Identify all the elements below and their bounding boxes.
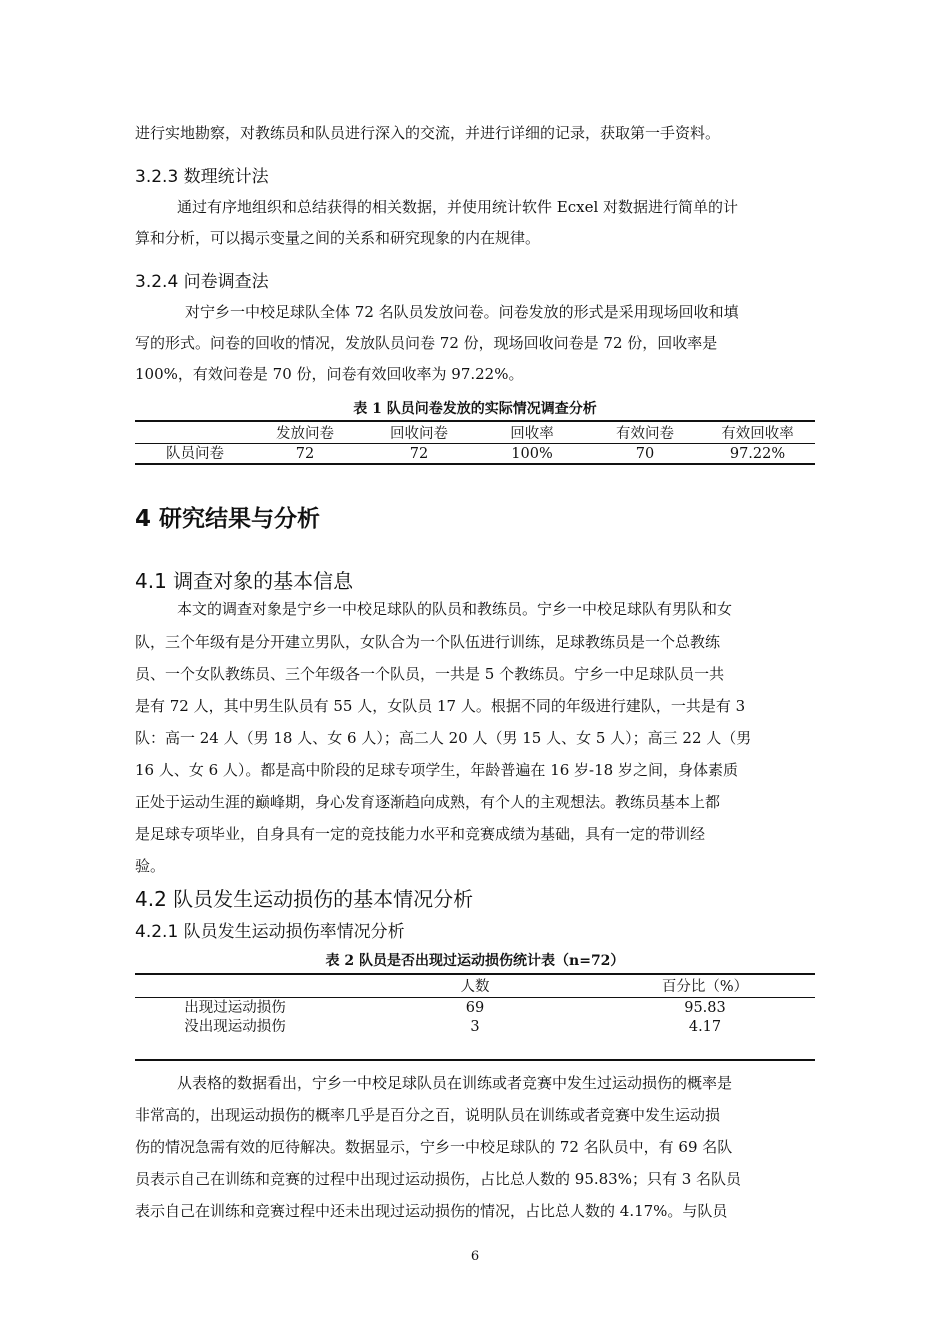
section-heading-4-2: 4.2 队员发生运动损伤的基本情况分析 xyxy=(135,887,474,911)
table-1-header: 有效回收率 xyxy=(721,426,794,442)
paragraph-line: 伤的情况急需有效的厄待解决。数据显示，宁乡一中校足球队的 72 名队员中，有 69 名队 xyxy=(135,1138,733,1156)
paragraph-line: 员表示自己在训练和竞赛的过程中出现过运动损伤，占比总人数的 95.83%；只有 3 名队员 xyxy=(135,1170,742,1188)
table-1-bottom-rule xyxy=(135,463,815,465)
paragraph-line: 算和分析，可以揭示变量之间的关系和研究现象的内在规律。 xyxy=(135,229,541,247)
paragraph-line: 表示自己在训练和竞赛过程中还未出现过运动损伤的情况，占比总人数的 4.17%。与队员 xyxy=(135,1202,728,1220)
section-heading-4-1: 4.1 调查对象的基本信息 xyxy=(135,569,354,593)
section-heading-3-2-3: 3.2.3 数理统计法 xyxy=(135,167,269,187)
page-number: 6 xyxy=(470,1249,480,1264)
table-2-caption: 表 2 队员是否出现过运动损伤统计表（n=72） xyxy=(325,953,625,969)
table-1-header: 回收率 xyxy=(510,426,554,442)
table-2-cell: 没出现运动损伤 xyxy=(184,1019,286,1035)
table-1-caption: 表 1 队员问卷发放的实际情况调查分析 xyxy=(353,401,597,417)
table-2-cell: 69 xyxy=(465,1000,485,1016)
paragraph-line: 队，三个年级有是分开建立男队，女队合为一个队伍进行训练，足球教练员是一个总教练 xyxy=(135,633,721,651)
paragraph-line: 验。 xyxy=(135,857,166,875)
table-1-cell: 72 xyxy=(409,446,429,462)
table-1-header: 发放问卷 xyxy=(276,426,334,442)
paragraph-line: 本文的调查对象是宁乡一中校足球队的队员和教练员。宁乡一中校足球队有男队和女 xyxy=(177,600,733,618)
table-2-mid-rule xyxy=(135,997,815,998)
paragraph-line: 队：高一 24 人（男 18 人、女 6 人）；高二人 20 人（男 15 人、女 5 人）；高三 22 人（男 xyxy=(135,729,752,747)
table-1-cell: 70 xyxy=(635,446,655,462)
paragraph-line: 员、一个女队教练员、三个年级各一个队员，一共是 5 个教练员。宁乡一中足球队员一共 xyxy=(135,665,725,683)
section-heading-3-2-4: 3.2.4 问卷调查法 xyxy=(135,272,269,292)
table-2-header: 人数 xyxy=(460,979,490,995)
table-1-cell: 队员问卷 xyxy=(166,446,224,462)
paragraph-line: 非常高的，出现运动损伤的概率几乎是百分之百，说明队员在训练或者竞赛中发生运动损 xyxy=(135,1106,721,1124)
table-2-cell: 4.17 xyxy=(688,1019,722,1035)
paragraph-line: 对宁乡一中校足球队全体 72 名队员发放问卷。问卷发放的形式是采用现场回收和填 xyxy=(185,303,739,321)
paragraph-line: 从表格的数据看出，宁乡一中校足球队员在训练或者竞赛中发生过运动损伤的概率是 xyxy=(177,1074,733,1092)
paragraph-line: 通过有序地组织和总结获得的相关数据，并使用统计软件 Ecxel 对数据进行简单的计 xyxy=(177,198,739,216)
section-heading-4-2-1: 4.2.1 队员发生运动损伤率情况分析 xyxy=(135,922,405,942)
table-2-cell: 95.83 xyxy=(684,1000,726,1016)
table-1-header: 回收问卷 xyxy=(390,426,448,442)
table-1-cell: 100% xyxy=(511,446,553,462)
table-1-mid-rule xyxy=(135,443,815,444)
table-1-header: 有效问卷 xyxy=(616,426,674,442)
table-2-top-rule xyxy=(135,973,815,975)
paragraph-line: 是有 72 人，其中男生队员有 55 人，女队员 17 人。根据不同的年级进行建队，一共是有 3 xyxy=(135,697,746,715)
chapter-heading-4: 4 研究结果与分析 xyxy=(135,506,321,532)
paragraph-line: 16 人、女 6 人）。都是高中阶段的足球专项学生，年龄普遍在 16 岁-18 岁之间，身体素质 xyxy=(135,761,738,779)
table-2-cell: 3 xyxy=(470,1019,480,1035)
table-1-cell: 72 xyxy=(295,446,315,462)
table-2-header: 百分比（%） xyxy=(661,979,749,995)
paragraph-line: 写的形式。问卷的回收的情况，发放队员问卷 72 份，现场回收问卷是 72 份，回收率是 xyxy=(135,334,718,352)
table-1-cell: 97.22% xyxy=(729,446,786,462)
table-2-cell: 出现过运动损伤 xyxy=(184,1000,286,1016)
paragraph-line: 进行实地勘察，对教练员和队员进行深入的交流，并进行详细的记录，获取第一手资料。 xyxy=(135,124,721,142)
table-1-top-rule xyxy=(135,420,815,422)
paragraph-line: 是足球专项毕业，自身具有一定的竞技能力水平和竞赛成绩为基础，具有一定的带训经 xyxy=(135,825,706,843)
paragraph-line: 100%，有效问卷是 70 份，问卷有效回收率为 97.22%。 xyxy=(135,365,524,383)
table-2-bottom-rule xyxy=(135,1059,815,1061)
paragraph-line: 正处于运动生涯的巅峰期，身心发育逐渐趋向成熟，有个人的主观想法。教练员基本上都 xyxy=(135,793,721,811)
